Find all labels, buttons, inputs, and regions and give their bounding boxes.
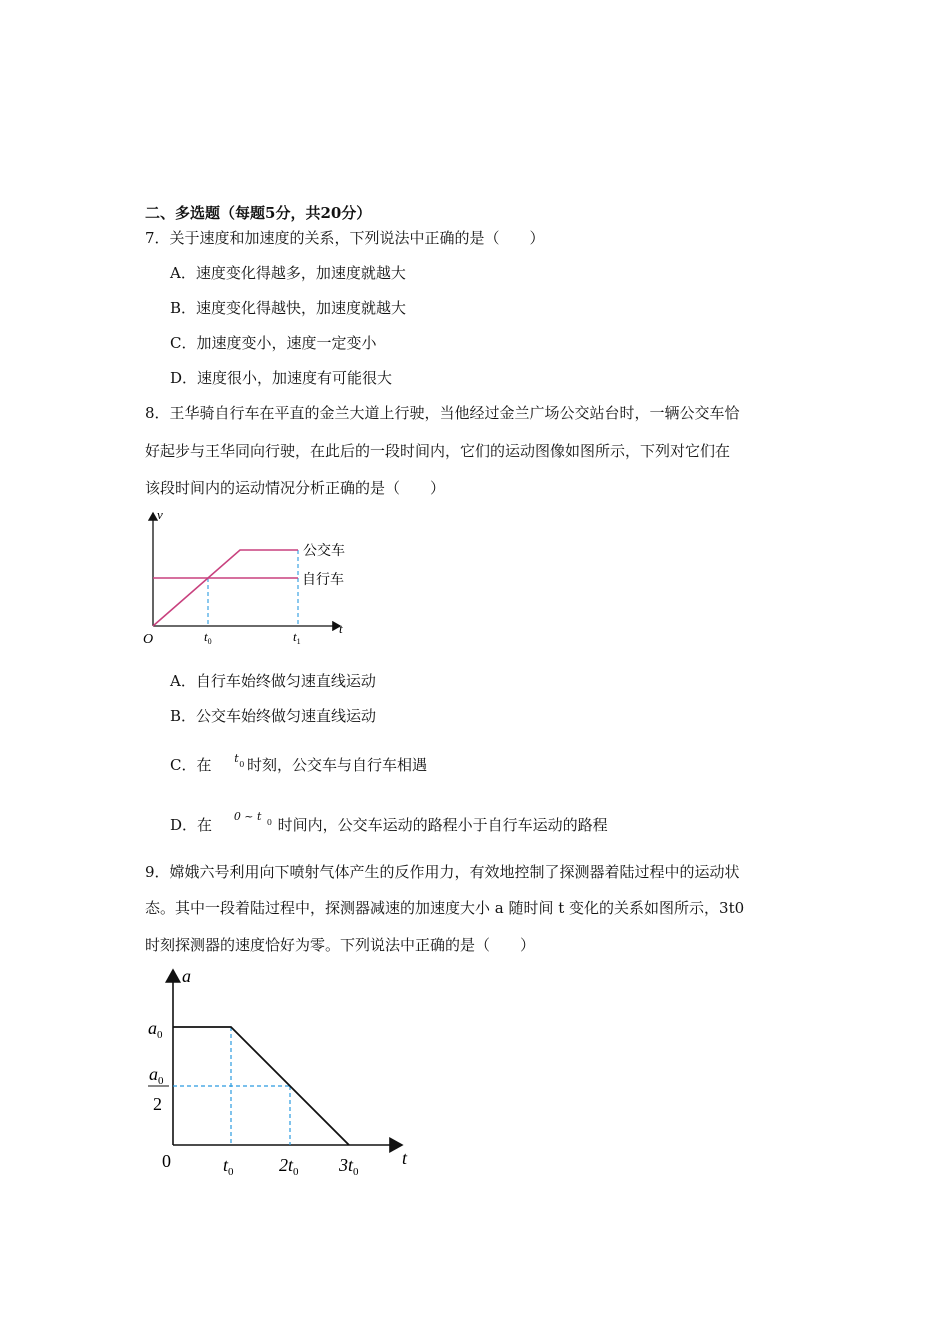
q8-vt-chart bbox=[140, 505, 370, 650]
q8-tick-t0: $t_0$ bbox=[204, 629, 212, 646]
q7-option-d[interactable]: D．速度很小，加速度有可能很大 bbox=[170, 369, 393, 387]
q9-tick-a0: $a_0$ bbox=[148, 1018, 163, 1041]
q8-option-a[interactable]: A．自行车始终做匀速直线运动 bbox=[170, 672, 376, 690]
q9-tick-zero: 0 bbox=[162, 1151, 171, 1171]
q9-stem-line-3: 时刻探测器的速度恰好为零。下列说法中正确的是（ ） bbox=[145, 936, 536, 954]
q8-bike-label: 自行车 bbox=[302, 573, 344, 588]
q8-y-label: v bbox=[157, 507, 163, 522]
q9-at-chart bbox=[140, 962, 430, 1182]
q9-stem-line-1: 9．嫦娥六号利用向下喷射气体产生的反作用力，有效地控制了探测器着陆过程中的运动状 bbox=[145, 863, 740, 881]
q7-stem: 7．关于速度和加速度的关系，下列说法中正确的是（ ） bbox=[145, 229, 545, 247]
q8-option-b[interactable]: B．公交车始终做匀速直线运动 bbox=[170, 707, 377, 725]
q8-option-d-suffix: 时间内，公交车运动的路程小于自行车运动的路程 bbox=[277, 816, 608, 834]
q8-origin-label: O bbox=[143, 632, 154, 647]
q8-bus-label: 公交车 bbox=[303, 544, 345, 559]
q8-option-c-suffix: 时刻，公交车与自行车相遇 bbox=[247, 756, 428, 774]
q8-stem-line-3: 该段时间内的运动情况分析正确的是（ ） bbox=[145, 479, 446, 497]
q8-bus-line bbox=[153, 550, 298, 626]
q9-tick-half-den: 2 bbox=[153, 1094, 162, 1114]
q8-option-c-prefix: C．在 bbox=[170, 756, 212, 774]
section-title: 二、多选题（每题5分，共20分） bbox=[145, 204, 372, 222]
q9-tick-2t0: $2t_0$ bbox=[279, 1155, 299, 1178]
q8-x-label: t bbox=[339, 621, 343, 636]
q7-option-a[interactable]: A．速度变化得越多，加速度就越大 bbox=[170, 264, 406, 282]
q8-tick-t1: $t_1$ bbox=[293, 629, 301, 646]
q8-option-c[interactable]: C．在 t 0 时刻，公交车与自行车相遇 bbox=[170, 752, 428, 774]
q9-tick-3t0: $3t_0$ bbox=[339, 1155, 359, 1178]
q9-stem-line-2: 态。其中一段着陆过程中，探测器减速的加速度大小 a 随时间 t 变化的关系如图所示，3t0 bbox=[145, 899, 745, 917]
q7-option-b[interactable]: B．速度变化得越快，加速度就越大 bbox=[170, 299, 407, 317]
q9-x-label: t bbox=[402, 1148, 408, 1168]
q8-option-d[interactable]: D．在 0 ~ t 0 时间内，公交车运动的路程小于自行车运动的路程 bbox=[170, 810, 608, 834]
q9-tick-t0: $t_0$ bbox=[223, 1155, 234, 1178]
q7-option-c[interactable]: C．加速度变小，速度一定变小 bbox=[170, 334, 377, 352]
q8-stem-line-2: 好起步与王华同向行驶，在此后的一段时间内，它们的运动图像如图所示，下列对它们在 bbox=[145, 442, 731, 460]
q9-y-label: a bbox=[182, 966, 191, 986]
q8-option-d-prefix: D．在 bbox=[170, 816, 213, 834]
q9-tick-half-num: $a_0$ bbox=[149, 1064, 164, 1087]
q8-stem-line-1: 8．王华骑自行车在平直的金兰大道上行驶，当他经过金兰广场公交站台时，一辆公交车恰 bbox=[145, 404, 740, 422]
